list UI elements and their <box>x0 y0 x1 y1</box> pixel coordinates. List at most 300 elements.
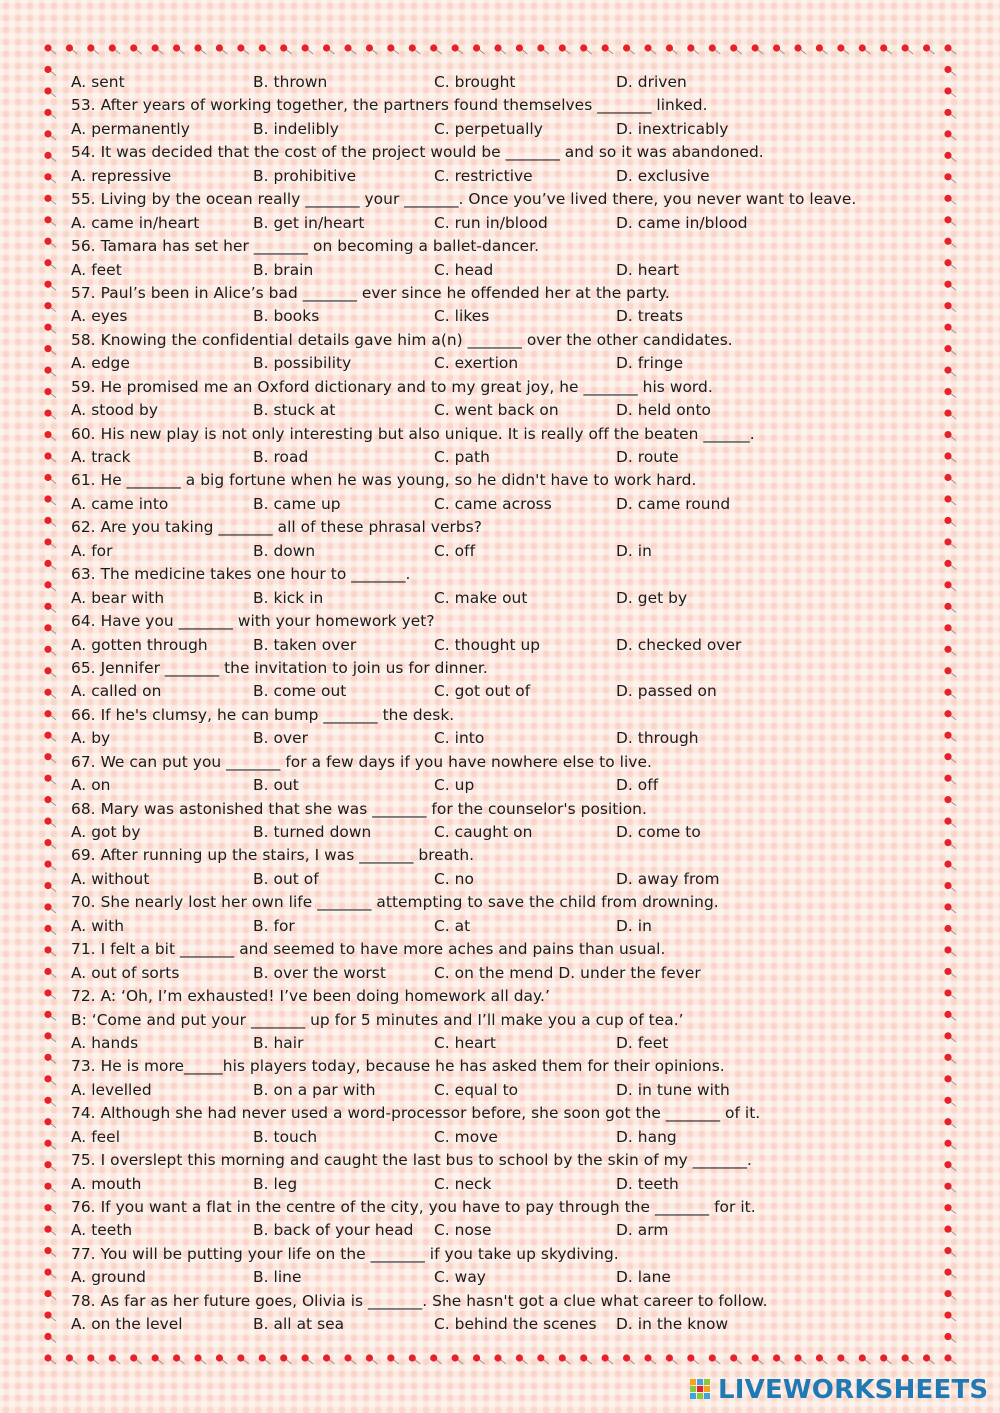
border-dot <box>44 775 56 785</box>
border-dot <box>409 44 421 54</box>
answer-option[interactable]: D. away from <box>616 869 720 888</box>
border-dot <box>944 753 956 763</box>
question-text: 78. As far as her future goes, Olivia is _______. She hasn't got a clue what career to follow. <box>71 1291 768 1310</box>
answer-option[interactable]: C. into <box>434 729 485 748</box>
border-dot <box>44 1097 56 1107</box>
answer-option[interactable]: A. teeth <box>71 1221 133 1240</box>
question-text: 56. Tamara has set her _______ on becoming a ballet-dancer. <box>71 237 540 256</box>
border-dot <box>730 44 742 54</box>
border-dot <box>152 1354 164 1364</box>
border-dot <box>387 44 399 54</box>
border-dot <box>944 452 956 462</box>
answer-option[interactable]: A. came in/heart <box>71 213 200 232</box>
options-row <box>71 1173 931 1196</box>
border-dot <box>44 324 56 334</box>
border-dot <box>944 925 956 935</box>
border-dot <box>44 710 56 720</box>
options-row <box>71 118 931 141</box>
border-dot <box>944 1032 956 1042</box>
border-dot <box>944 989 956 999</box>
border-dot <box>473 1354 485 1364</box>
border-dot <box>859 1354 871 1364</box>
answer-option[interactable]: C. perpetually <box>434 119 543 138</box>
answer-option[interactable]: D. inextricably <box>616 119 729 138</box>
answer-option[interactable]: B. taken over <box>253 635 357 654</box>
options-row <box>71 212 931 235</box>
answer-option[interactable]: B. possibility <box>253 354 352 373</box>
border-dot <box>344 44 356 54</box>
answer-option[interactable]: B. over <box>253 729 309 748</box>
border-dot <box>709 44 721 54</box>
border-dot <box>944 474 956 484</box>
answer-option[interactable]: D. feet <box>616 1033 669 1052</box>
border-dot <box>44 1183 56 1193</box>
answer-option[interactable]: B. leg <box>253 1174 298 1193</box>
answer-option[interactable]: C. restrictive <box>434 166 533 185</box>
answer-option[interactable]: D. heart <box>616 260 680 279</box>
border-dot <box>344 1354 356 1364</box>
answer-option[interactable]: A. bear with <box>71 588 165 607</box>
answer-option[interactable]: B. came up <box>253 494 341 513</box>
options-row <box>71 1079 931 1102</box>
answer-option[interactable]: C. equal to <box>434 1080 519 1099</box>
answer-option[interactable]: B. back of your head <box>253 1221 414 1240</box>
border-dot <box>944 689 956 699</box>
options-row <box>71 1266 931 1289</box>
border-dot <box>109 1354 121 1364</box>
question-text: 70. She nearly lost her own life _______ attempting to save the child from drowning. <box>71 893 719 912</box>
border-dot <box>44 624 56 634</box>
border-dot <box>44 66 56 76</box>
answer-option[interactable]: C. went back on <box>434 401 559 420</box>
options-row <box>71 868 931 891</box>
question-text: 60. His new play is not only interesting but also unique. It is really off the beaten ______. <box>71 424 755 443</box>
answer-option[interactable]: D. off <box>616 776 659 795</box>
answer-option[interactable]: C. path <box>434 448 490 466</box>
border-dot <box>794 1354 806 1364</box>
options-row <box>71 634 931 657</box>
answer-option[interactable]: B. turned down <box>253 823 372 841</box>
answer-option[interactable]: A. sent <box>71 73 125 91</box>
answer-option[interactable]: A. without <box>71 869 150 888</box>
border-dot <box>44 409 56 419</box>
answer-option[interactable]: D. treats <box>616 307 684 326</box>
options-row <box>71 259 931 282</box>
border-dot <box>644 44 656 54</box>
answer-option[interactable]: A. with <box>71 916 125 935</box>
border-dot <box>944 173 956 183</box>
answer-option[interactable]: B. thrown <box>253 73 328 91</box>
border-dot <box>944 1354 956 1364</box>
answer-option[interactable]: B. out of <box>253 869 319 888</box>
question-text: B: ‘Come and put your _______ up for 5 minutes and I’ll make you a cup of tea.’ <box>71 1010 684 1029</box>
answer-option[interactable]: D. came in/blood <box>616 213 748 232</box>
answer-option[interactable]: B. come out <box>253 682 347 701</box>
border-dot <box>44 1247 56 1257</box>
question-text: 58. Knowing the confidential details gave him a(n) _______ over the other candidates. <box>71 330 733 349</box>
options-row <box>71 821 931 844</box>
question-text: 76. If you want a flat in the centre of the city, you have to pay through the _______ for it. <box>71 1198 756 1216</box>
answer-option[interactable]: B. brain <box>253 260 314 279</box>
border-dot <box>623 1354 635 1364</box>
answer-option[interactable]: A. came into <box>71 494 169 513</box>
border-dot <box>944 1226 956 1236</box>
border-dot <box>944 538 956 548</box>
border-dot <box>87 1354 99 1364</box>
answer-option[interactable]: C. brought <box>434 73 516 91</box>
question-text: 57. Paul’s been in Alice’s bad _______ ever since he offended her at the party. <box>71 283 670 302</box>
answer-option[interactable]: C. neck <box>434 1174 492 1193</box>
border-dot <box>216 1354 228 1364</box>
options-row <box>71 1032 931 1055</box>
border-dot <box>944 409 956 419</box>
border-dot <box>773 1354 785 1364</box>
border-dot <box>923 44 935 54</box>
answer-option[interactable]: B. out <box>253 776 299 795</box>
border-dot <box>173 44 185 54</box>
answer-option[interactable]: D. in <box>616 541 652 560</box>
answer-option[interactable]: D. hang <box>616 1127 677 1146</box>
border-dot <box>730 1354 742 1364</box>
answer-option[interactable]: C. up <box>434 776 475 795</box>
answer-option[interactable]: C. run in/blood <box>434 213 548 232</box>
border-dot <box>794 44 806 54</box>
question-text: 53. After years of working together, the partners found themselves _______ linked. <box>71 96 708 115</box>
options-row <box>71 587 931 610</box>
answer-option[interactable]: A. ground <box>71 1268 146 1287</box>
border-dot <box>944 152 956 162</box>
border-dot <box>44 903 56 913</box>
answer-option[interactable]: B. books <box>253 307 320 326</box>
answer-option[interactable]: C. off <box>434 541 476 560</box>
options-row <box>71 915 931 938</box>
question-text: 66. If he's clumsy, he can bump _______ the desk. <box>71 705 455 724</box>
border-dot <box>44 1140 56 1150</box>
answer-option[interactable]: A. hands <box>71 1033 139 1052</box>
border-dot <box>216 44 228 54</box>
answer-option[interactable]: A. levelled <box>71 1080 152 1099</box>
border-dot <box>452 1354 464 1364</box>
answer-option[interactable]: A. for <box>71 541 113 560</box>
question-text: 74. Although she had never used a word-processor before, she soon got the _______ of it. <box>71 1104 761 1123</box>
answer-option[interactable]: A. edge <box>71 354 130 373</box>
border-dot <box>687 1354 699 1364</box>
question-list <box>71 71 931 1337</box>
question-text: 59. He promised me an Oxford dictionary and to my great joy, he _______ his word. <box>71 377 713 396</box>
answer-option[interactable]: C. thought up <box>434 635 541 654</box>
border-dot <box>44 1118 56 1128</box>
border-dot <box>66 1354 78 1364</box>
answer-option[interactable]: B. on a par with <box>253 1080 376 1099</box>
border-dot <box>944 1011 956 1021</box>
border-dot <box>44 109 56 119</box>
border-dot <box>944 1204 956 1214</box>
options-row <box>71 680 931 703</box>
border-dot <box>944 796 956 806</box>
answer-option[interactable]: B. hair <box>253 1033 304 1052</box>
border-dot <box>944 624 956 634</box>
border-dot <box>44 517 56 527</box>
border-dot <box>944 216 956 226</box>
border-dot <box>944 560 956 570</box>
question-text: 72. A: ‘Oh, I’m exhausted! I’ve been doing homework all day.’ <box>71 987 550 1006</box>
border-dot <box>44 1054 56 1064</box>
answer-option[interactable]: B. over the worst <box>253 963 386 982</box>
border-dot <box>44 882 56 892</box>
border-dot <box>44 1354 56 1364</box>
answer-option[interactable]: D. held onto <box>616 401 712 420</box>
border-dot <box>944 968 956 978</box>
border-dot <box>923 1354 935 1364</box>
question-text: 62. Are you taking _______ all of these phrasal verbs? <box>71 518 482 537</box>
border-dot <box>280 1354 292 1364</box>
answer-option[interactable]: D. in tune with <box>616 1080 730 1099</box>
border-dot <box>44 474 56 484</box>
answer-option[interactable]: B. get in/heart <box>253 213 365 232</box>
options-row <box>71 446 931 469</box>
answer-option[interactable]: B. kick in <box>253 588 324 607</box>
border-dot <box>44 818 56 828</box>
border-dot <box>944 818 956 828</box>
answer-option[interactable]: D. arm <box>616 1221 669 1240</box>
answer-option[interactable]: C. on the mend D. under the fever <box>434 963 701 982</box>
answer-option[interactable]: D. in the know <box>616 1315 729 1334</box>
border-dot <box>944 367 956 377</box>
border-dot <box>44 431 56 441</box>
border-dot <box>944 1097 956 1107</box>
answer-option[interactable]: A. mouth <box>71 1174 142 1193</box>
border-dot <box>944 109 956 119</box>
border-dot <box>430 44 442 54</box>
answer-option[interactable]: D. checked over <box>616 635 742 654</box>
answer-option[interactable]: B. line <box>253 1268 302 1287</box>
border-dot <box>944 903 956 913</box>
answer-option[interactable]: D. in <box>616 916 652 935</box>
border-dot <box>494 44 506 54</box>
border-dot <box>44 1333 56 1343</box>
answer-option[interactable]: D. come to <box>616 823 701 841</box>
border-dot <box>44 281 56 291</box>
answer-option[interactable]: C. at <box>434 916 471 935</box>
border-dot <box>687 44 699 54</box>
border-dot <box>623 44 635 54</box>
border-dot <box>44 1311 56 1321</box>
border-dot <box>944 1140 956 1150</box>
question-text: 65. Jennifer _______ the invitation to join us for dinner. <box>71 658 488 677</box>
border-dot <box>44 689 56 699</box>
border-dot <box>944 1118 956 1128</box>
border-dot <box>44 603 56 613</box>
answer-option[interactable]: A. feet <box>71 260 122 279</box>
border-dot <box>602 1354 614 1364</box>
border-dot <box>44 839 56 849</box>
answer-option[interactable]: D. route <box>616 448 679 466</box>
border-dot <box>237 1354 249 1364</box>
question-text: 75. I overslept this morning and caught the last bus to school by the skin of my _______. <box>71 1151 752 1170</box>
border-dot <box>44 238 56 248</box>
answer-option[interactable]: C. likes <box>434 307 490 326</box>
border-dot <box>944 66 956 76</box>
answer-option[interactable]: B. stuck at <box>253 401 336 420</box>
question-text: 68. Mary was astonished that she was _______ for the counselor's position. <box>71 799 647 818</box>
answer-option[interactable]: B. all at sea <box>253 1315 345 1334</box>
border-dot <box>44 216 56 226</box>
border-dot <box>580 44 592 54</box>
answer-option[interactable]: A. on <box>71 776 111 795</box>
answer-option[interactable]: A. feel <box>71 1127 121 1146</box>
border-dot <box>44 968 56 978</box>
answer-option[interactable]: A. track <box>71 448 131 466</box>
border-dot <box>44 1226 56 1236</box>
answer-option[interactable]: A. stood by <box>71 401 159 420</box>
border-dot <box>516 1354 528 1364</box>
border-dot <box>944 130 956 140</box>
answer-option[interactable]: C. came across <box>434 494 552 513</box>
border-dot <box>902 44 914 54</box>
answer-option[interactable]: B. touch <box>253 1127 318 1146</box>
border-dot <box>880 1354 892 1364</box>
border-dot <box>44 452 56 462</box>
answer-option[interactable]: C. got out of <box>434 682 531 701</box>
border-dot <box>944 1183 956 1193</box>
border-dot <box>259 1354 271 1364</box>
answer-option[interactable]: C. behind the scenes <box>434 1315 597 1334</box>
question-text: 64. Have you _______ with your homework yet? <box>71 612 435 631</box>
answer-option[interactable]: A. by <box>71 729 111 748</box>
border-dot <box>44 946 56 956</box>
border-dot <box>602 44 614 54</box>
answer-option[interactable]: C. caught on <box>434 823 533 841</box>
border-dot <box>944 281 956 291</box>
border-dot <box>44 1204 56 1214</box>
answer-option[interactable]: A. on the level <box>71 1315 183 1334</box>
answer-option[interactable]: D. lane <box>616 1268 671 1287</box>
border-dot <box>944 259 956 269</box>
answer-option[interactable]: B. prohibitive <box>253 166 357 185</box>
border-dot <box>559 44 571 54</box>
border-dot <box>902 1354 914 1364</box>
answer-option[interactable]: D. fringe <box>616 354 684 373</box>
answer-option[interactable]: C. make out <box>434 588 528 607</box>
answer-option[interactable]: C. way <box>434 1268 486 1287</box>
border-dot <box>44 87 56 97</box>
answer-option[interactable]: D. passed on <box>616 682 717 701</box>
answer-option[interactable]: A. called on <box>71 682 162 701</box>
answer-option[interactable]: A. out of sorts <box>71 963 180 982</box>
answer-option[interactable]: C. nose <box>434 1221 492 1240</box>
border-dot <box>944 1054 956 1064</box>
border-dot <box>44 646 56 656</box>
answer-option[interactable]: C. heart <box>434 1033 496 1052</box>
border-dot <box>44 860 56 870</box>
border-dot <box>944 1333 956 1343</box>
border-dot <box>44 130 56 140</box>
border-dot <box>944 732 956 742</box>
border-dot <box>944 775 956 785</box>
border-dot <box>44 44 56 54</box>
answer-option[interactable]: B. road <box>253 448 309 466</box>
answer-option[interactable]: A. got by <box>71 823 141 841</box>
answer-option[interactable]: C. move <box>434 1127 498 1146</box>
border-dot <box>44 560 56 570</box>
answer-option[interactable]: B. for <box>253 916 295 935</box>
border-dot <box>302 44 314 54</box>
answer-option[interactable]: A. eyes <box>71 307 128 326</box>
border-dot <box>66 44 78 54</box>
answer-option[interactable]: D. driven <box>616 73 687 91</box>
answer-option[interactable]: B. down <box>253 541 316 560</box>
border-dot <box>773 44 785 54</box>
options-row <box>71 727 931 750</box>
border-dot <box>44 495 56 505</box>
border-dot <box>44 667 56 677</box>
border-dot <box>302 1354 314 1364</box>
answer-option[interactable]: C. exertion <box>434 354 519 373</box>
question-text: 54. It was decided that the cost of the project would be _______ and so it was abandoned. <box>71 143 764 162</box>
border-dot <box>559 1354 571 1364</box>
answer-option[interactable]: D. get by <box>616 588 688 607</box>
border-dot <box>944 839 956 849</box>
answer-option[interactable]: D. through <box>616 729 699 748</box>
options-row <box>71 493 931 516</box>
border-dot <box>44 925 56 935</box>
options-row <box>71 305 931 328</box>
border-dot <box>323 44 335 54</box>
border-dot <box>752 44 764 54</box>
border-dot <box>859 44 871 54</box>
answer-option[interactable]: D. came round <box>616 494 731 513</box>
answer-option[interactable]: D. teeth <box>616 1174 679 1193</box>
answer-option[interactable]: A. repressive <box>71 166 172 185</box>
border-dot <box>944 946 956 956</box>
border-dot <box>537 44 549 54</box>
border-dot <box>44 302 56 312</box>
border-dot <box>44 581 56 591</box>
options-row <box>71 540 931 563</box>
options-row <box>71 1313 931 1336</box>
border-dot <box>44 1290 56 1300</box>
border-dot <box>944 1311 956 1321</box>
border-dot <box>837 44 849 54</box>
border-dot <box>44 732 56 742</box>
answer-option[interactable]: B. indelibly <box>253 119 339 138</box>
options-row <box>71 774 931 797</box>
liveworksheets-logo-icon <box>690 1377 712 1403</box>
question-text: 63. The medicine takes one hour to _______. <box>71 565 411 584</box>
border-dot <box>944 1075 956 1085</box>
border-dot <box>173 1354 185 1364</box>
border-dot <box>44 1268 56 1278</box>
border-dot <box>752 1354 764 1364</box>
border-dot <box>944 1290 956 1300</box>
answer-option[interactable]: D. exclusive <box>616 166 710 185</box>
border-dot <box>944 345 956 355</box>
border-dot <box>473 44 485 54</box>
liveworksheets-logo[interactable] <box>690 1372 995 1408</box>
answer-option[interactable]: C. no <box>434 869 474 888</box>
options-row <box>71 399 931 422</box>
border-dot <box>709 1354 721 1364</box>
border-dot <box>666 44 678 54</box>
border-dot <box>44 753 56 763</box>
border-dot <box>944 44 956 54</box>
options-row <box>71 352 931 375</box>
answer-option[interactable]: C. head <box>434 260 494 279</box>
answer-option[interactable]: A. permanently <box>71 119 190 138</box>
answer-option[interactable]: A. gotten through <box>71 635 208 654</box>
border-dot <box>44 173 56 183</box>
options-row <box>71 1219 931 1242</box>
